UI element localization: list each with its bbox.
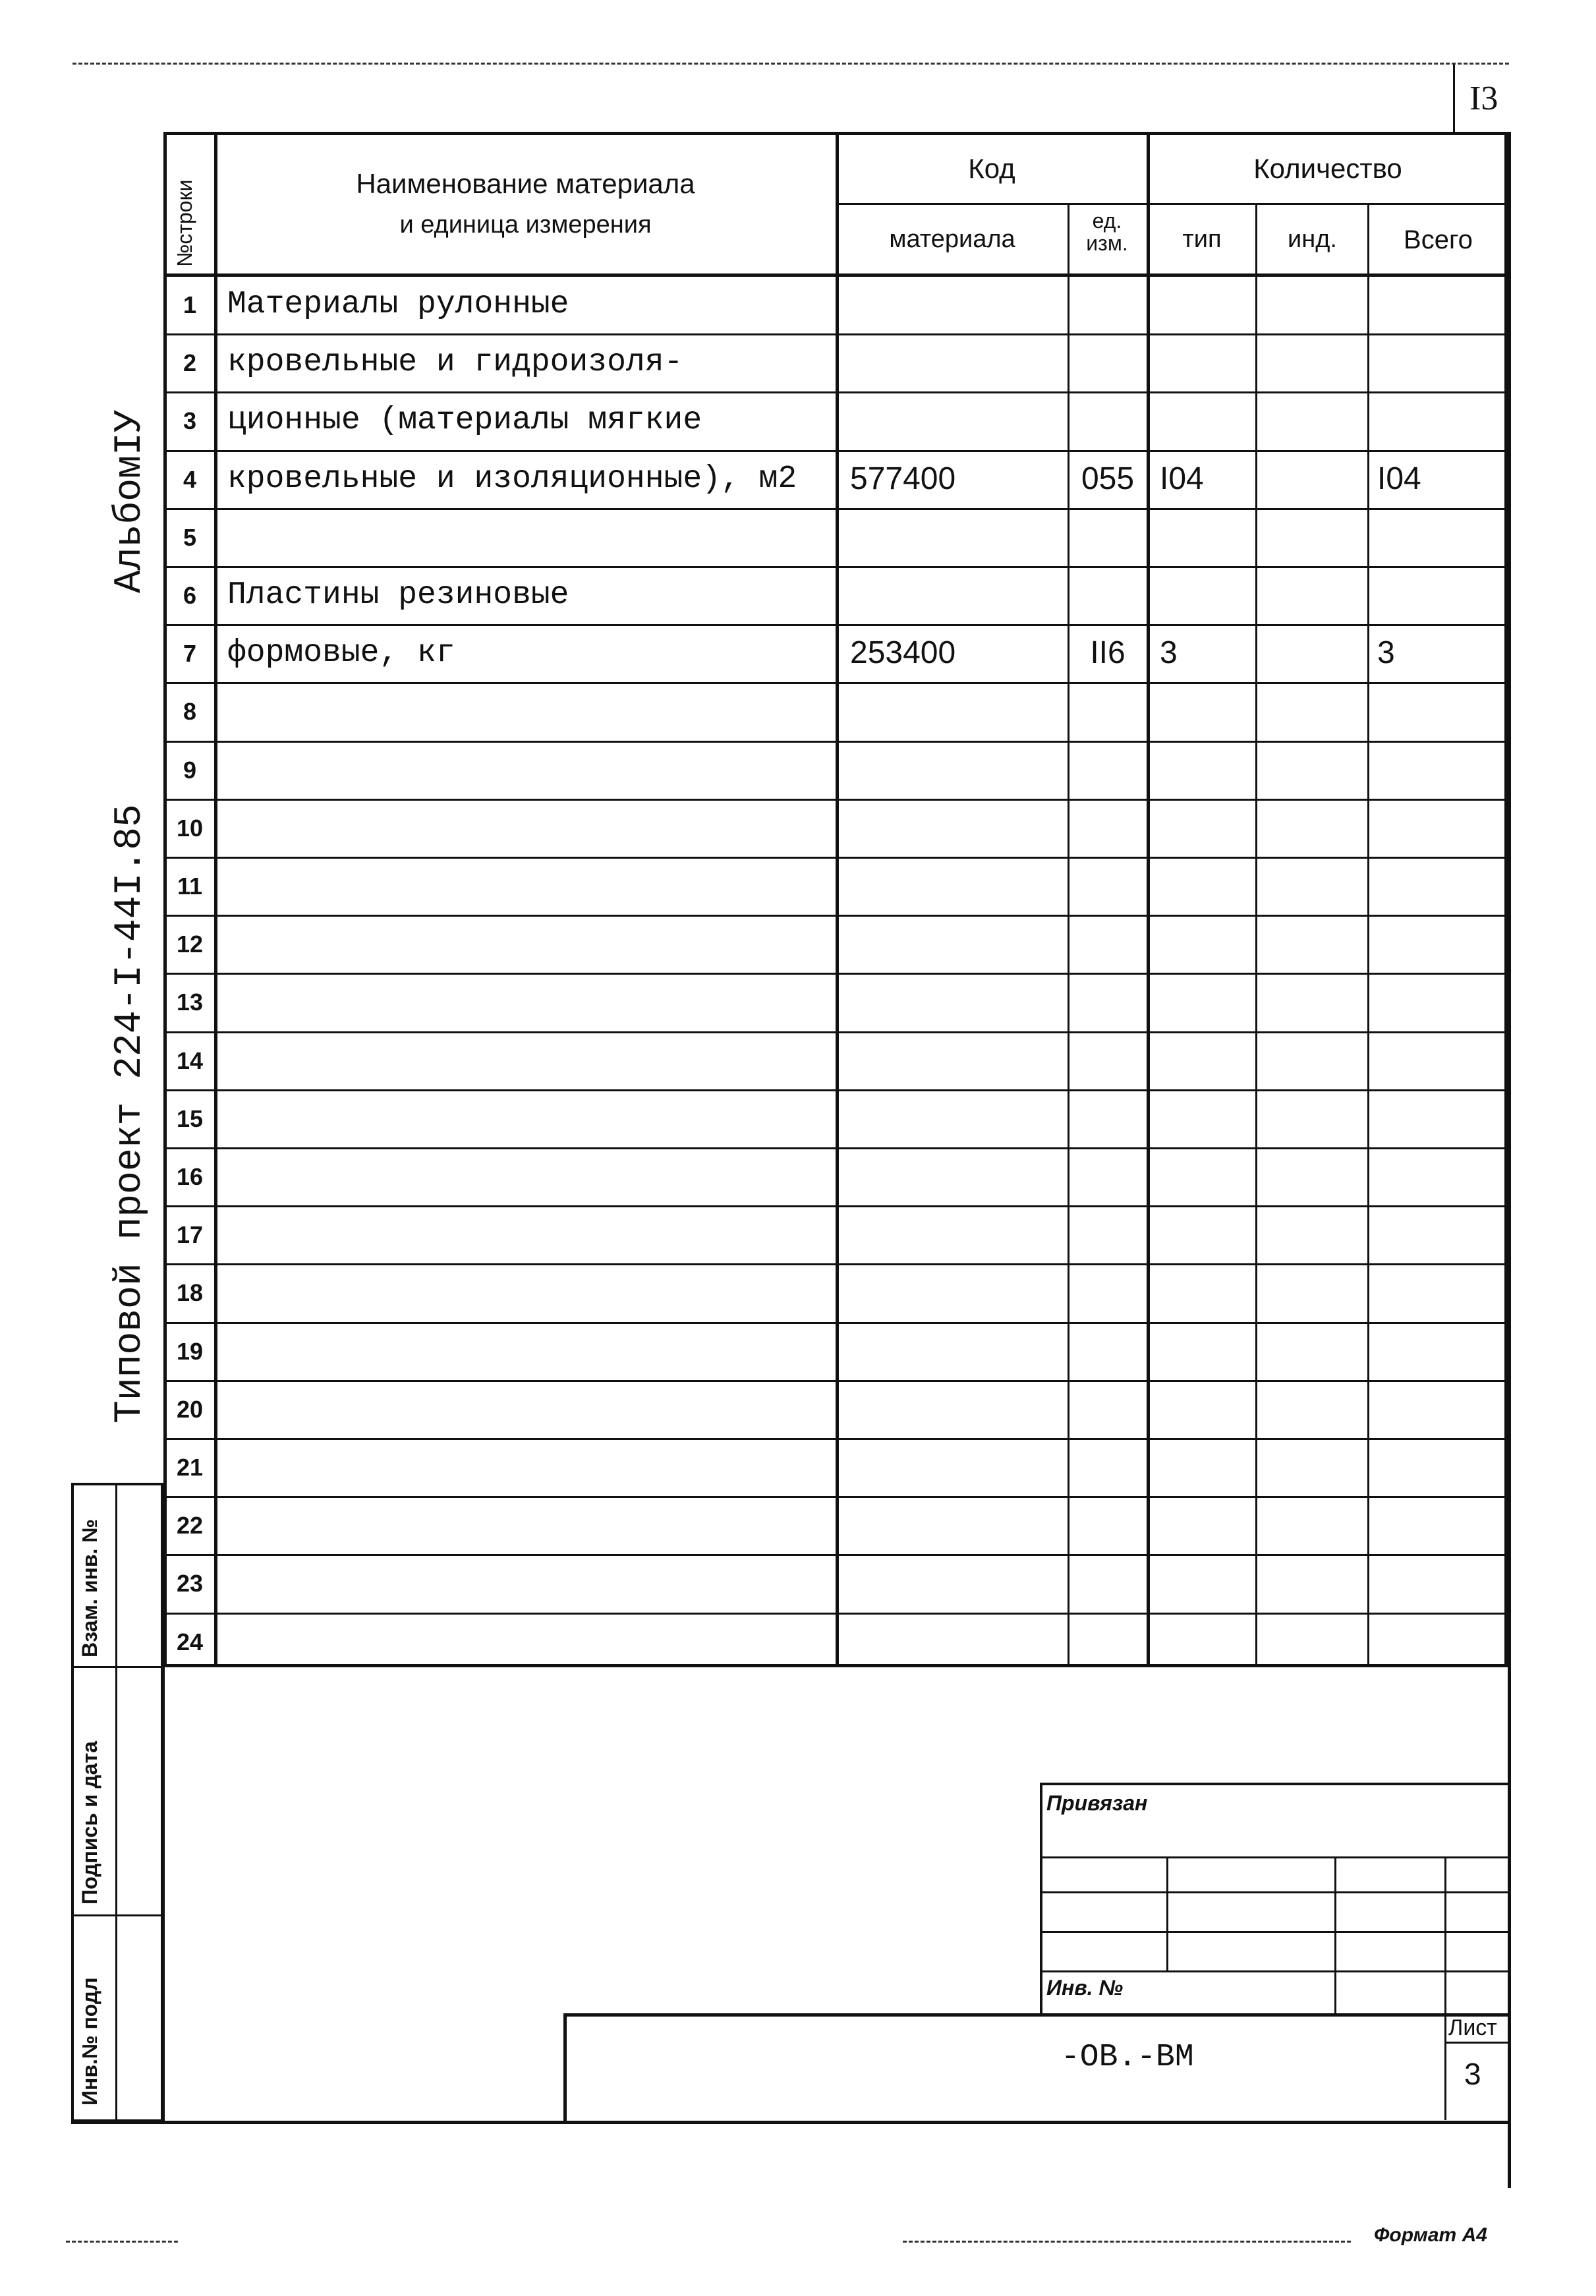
cell-unit: II6 [1090,635,1126,671]
list-line [1444,2042,1509,2044]
format-label: Формат А4 [1374,2224,1487,2246]
row-number: 2 [183,349,197,377]
row-number: 20 [176,1395,204,1423]
row-number: 21 [176,1454,204,1481]
cell-name: кровельные и гидроизоля- [227,345,683,381]
titleblock-left [563,2013,567,2122]
privyazan-line-2 [1040,1891,1509,1893]
row-divider [163,973,1508,975]
row-divider [163,741,1508,743]
header-q-type: тип [1182,225,1222,253]
inv-no-label: Инв. № [1046,1976,1124,1999]
row-number: 4 [183,465,197,493]
titleblock-top [563,2013,1509,2017]
row-number: 8 [183,698,197,726]
row-divider [163,857,1508,859]
frame-left-bottom [161,1667,165,2122]
cell-name: формовые, кг [227,635,455,672]
privyazan-col-3 [1444,1856,1446,2120]
cell-code: 253400 [850,635,956,671]
row-divider [163,391,1508,393]
header-sub-line [836,203,1508,205]
row-number: 6 [183,582,197,609]
col-sep-code [1068,203,1069,1667]
row-divider [163,799,1508,801]
row-divider [163,1263,1508,1265]
row-number: 16 [176,1163,204,1190]
row-number: 12 [176,931,204,958]
header-row-no: №строки [173,179,196,267]
page-number-top: I3 [1469,80,1498,117]
privyazan-col-2 [1334,1856,1336,2013]
row-number: 5 [183,523,197,551]
row-number: 10 [176,814,204,842]
cell-type: 3 [1160,635,1178,671]
top-dashed-line [72,63,1509,65]
row-number: 7 [183,640,197,668]
row-divider [163,682,1508,684]
row-divider [163,1205,1508,1207]
privyazan-col-1 [1166,1856,1168,1970]
row-number: 13 [176,989,204,1016]
side-stamp-line-1 [71,1666,163,1668]
row-divider [163,1554,1508,1556]
header-q-ind: инд. [1288,225,1337,253]
row-divider [163,508,1508,510]
privyazan-line-4 [1040,1970,1509,1972]
list-number: 3 [1464,2057,1481,2091]
row-number: 11 [177,873,203,900]
row-divider [163,566,1508,568]
row-number: 24 [176,1628,204,1655]
row-divider [163,1613,1508,1615]
side-stamp-line-2 [71,1914,163,1916]
privyazan-line-1 [1040,1856,1509,1858]
row-divider [163,450,1508,452]
header-quantity: Количество [1253,153,1402,184]
cell-name: ционные (материалы мягкие [227,403,702,439]
header-name-line2: и единица измерения [399,211,652,239]
row-divider [163,915,1508,917]
album-label: АльбомIУ [109,409,152,593]
col-sep-name [836,132,839,1667]
col-sep-rownum [214,132,217,1667]
doc-code: -ОВ.-ВМ [1061,2040,1194,2075]
row-divider [163,1322,1508,1324]
row-divider [163,1089,1508,1091]
col-sep-type [1255,203,1257,1667]
row-divider [163,1438,1508,1440]
row-number: 19 [176,1337,204,1365]
cell-code: 577400 [850,461,956,496]
col-sep-ind [1367,203,1369,1667]
cell-name: Пластины резиновые [227,577,569,613]
cell-name: кровельные и изоляционные), м2 [227,461,797,497]
row-divider [163,1147,1508,1149]
list-label: Лист [1448,2015,1497,2040]
header-q-total: Всего [1404,225,1473,254]
cell-total: 3 [1377,635,1395,671]
row-number: 9 [183,756,197,784]
cell-type: I04 [1160,461,1204,496]
project-label: Типовой проект 224-I-44I.85 [109,804,152,1423]
row-divider [163,1031,1508,1033]
header-code: Код [968,153,1015,184]
frame-bottom [71,2121,1509,2124]
header-name-line1: Наименование материала [356,168,695,199]
row-divider [163,1496,1508,1498]
header-code-material: материала [889,225,1015,253]
row-number: 3 [183,407,197,435]
side-stamp-divider [115,1483,117,2122]
bottom-dash-mid [903,2241,1351,2243]
cell-name: Материалы рулонные [227,287,569,322]
header-code-unit: ед. изм. [1086,209,1128,255]
row-number: 1 [183,291,197,318]
row-number: 15 [176,1105,204,1132]
bottom-dash-left [66,2241,178,2243]
privyazan-line-3 [1040,1931,1509,1933]
cell-unit: 055 [1081,461,1135,496]
row-number: 22 [176,1512,204,1539]
row-divider [163,333,1508,335]
col-sep-unit [1147,132,1150,1667]
row-number: 23 [176,1570,204,1597]
row-divider [163,1380,1508,1382]
privyazan-label: Привязан [1046,1791,1148,1815]
row-number: 14 [176,1047,204,1074]
side-vzam: Взам. инв. № [78,1519,101,1657]
row-divider [163,624,1508,626]
row-number: 17 [176,1221,204,1249]
top-number-divider [1453,63,1455,135]
side-inv-podl: Инв.№ подл [78,1977,101,2106]
side-podpis: Подпись и дата [78,1741,101,1905]
cell-total: I04 [1377,461,1421,496]
row-number: 18 [176,1279,204,1307]
